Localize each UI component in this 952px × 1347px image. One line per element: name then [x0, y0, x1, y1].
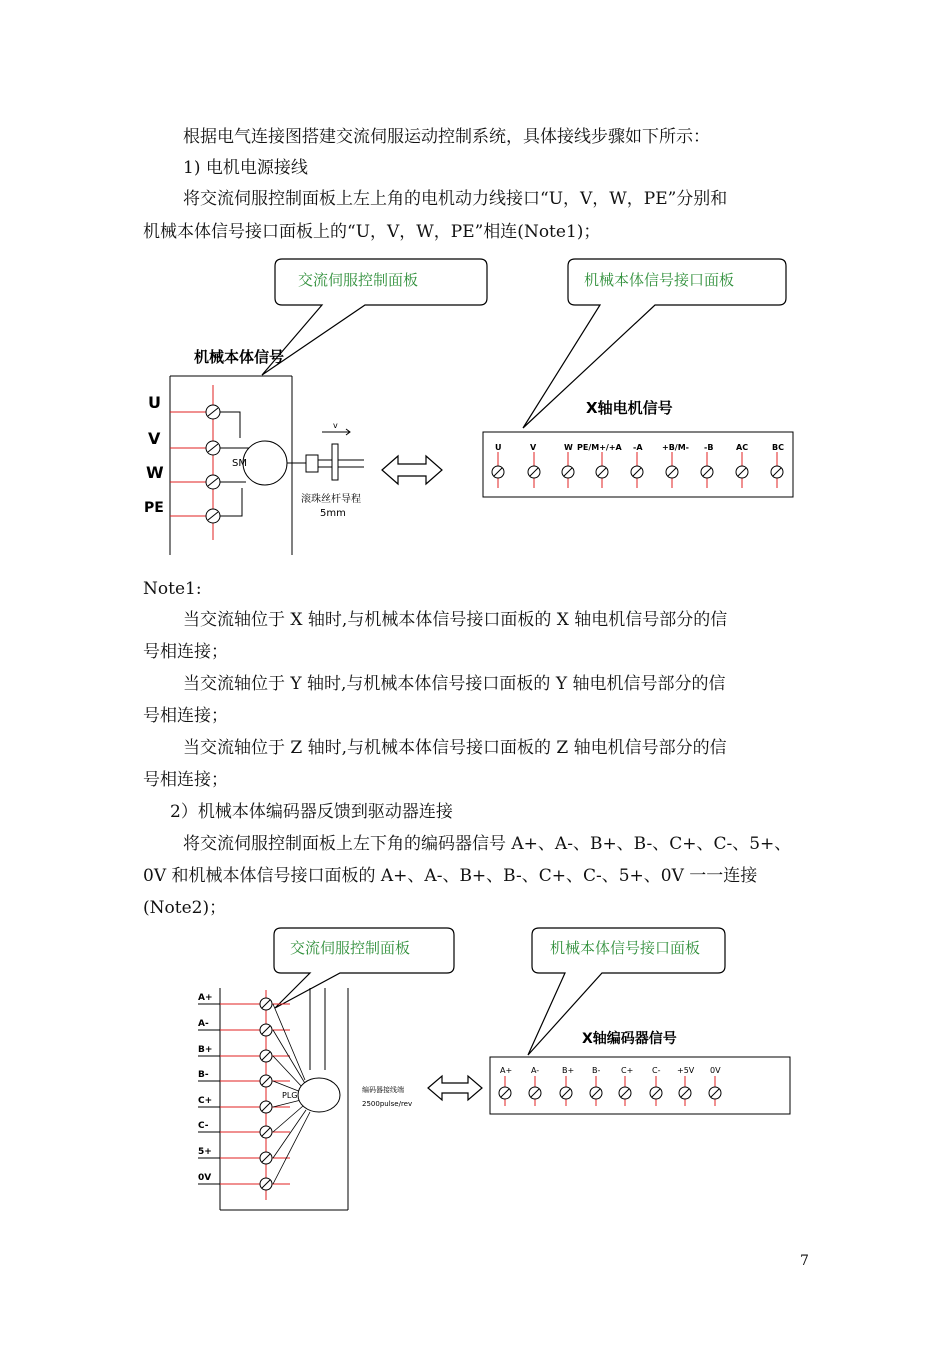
note-x-line1: 当交流轴位于 X 轴时,与机械本体信号接口面板的 X 轴电机信号部分的信 [183, 610, 728, 630]
step2-line3: (Note2)； [143, 898, 227, 918]
terminal-label-u: U [148, 393, 161, 412]
intro-text: 根据电气连接图搭建交流伺服运动控制系统，具体接线步骤如下所示： [183, 127, 710, 147]
encoder-label: PLG [282, 1091, 298, 1100]
diagram2-signal-labels [198, 993, 213, 1183]
signal-a-pos: A+ [198, 993, 213, 1003]
diagram2-panel-title: X轴编码器信号 [582, 1031, 677, 1047]
step2-line2: 0V 和机械本体信号接口面板的 A+、A-、B+、B-、C+、C-、5+、0V 一一连接 [143, 866, 758, 886]
diagram1-callout-right-text: 机械本体信号接口面板 [584, 271, 735, 289]
pin-w: W [564, 443, 573, 452]
signal-0v: 0V [198, 1173, 212, 1183]
enc-pin-5v: +5V [677, 1066, 695, 1075]
enc-pin-c-neg: C- [652, 1066, 661, 1075]
diagram1-double-arrow [382, 456, 442, 484]
step2-line1: 将交流伺服控制面板上左下角的编码器信号 A+、A-、B+、B-、C+、C-、5+、 [183, 834, 792, 854]
signal-a-neg: A- [198, 1019, 209, 1029]
pin-a-neg: -A [633, 443, 643, 452]
step1-line1: 将交流伺服控制面板上左上角的电机动力线接口“U，V，W，PE”分别和 [183, 189, 728, 209]
pin-ac: AC [736, 443, 749, 452]
step2-title: 2）机械本体编码器反馈到驱动器连接 [170, 802, 453, 822]
step1-title: 1) 电机电源接线 [183, 158, 308, 178]
note-y-line1: 当交流轴位于 Y 轴时,与机械本体信号接口面板的 Y 轴电机信号部分的信 [183, 674, 726, 694]
diagram2-callout-right-text: 机械本体信号接口面板 [550, 939, 701, 957]
pin-pe: PE/M+/+A [577, 443, 622, 452]
pin-b-pos: +B/M- [662, 443, 690, 452]
note-z-line1: 当交流轴位于 Z 轴时,与机械本体信号接口面板的 Z 轴电机信号部分的信 [183, 738, 727, 758]
screw-pitch: 5mm [320, 508, 346, 519]
signal-c-pos: C+ [198, 1096, 213, 1106]
note-y-line2: 号相连接； [143, 706, 228, 726]
diagram2-callout-left [274, 928, 454, 1008]
screw-velocity-label: v [333, 421, 338, 430]
note-x-line2: 号相连接； [143, 642, 228, 662]
terminal-label-pe: PE [144, 500, 164, 516]
encoder-caption: 编码器接线端 [362, 1086, 404, 1094]
diagram1-box-title: 机械本体信号 [194, 348, 285, 366]
enc-pin-a-pos: A+ [500, 1066, 513, 1075]
signal-b-pos: B+ [198, 1045, 213, 1055]
step1-line2: 机械本体信号接口面板上的“U，V，W，PE”相连(Note1)； [143, 222, 601, 242]
enc-pin-b-pos: B+ [562, 1066, 575, 1075]
note1-title: Note1: [143, 579, 202, 599]
diagram1-callout-left [262, 259, 487, 375]
pin-v: V [530, 443, 537, 452]
screw-caption: 滚珠丝杆导程 [301, 494, 361, 505]
enc-pin-c-pos: C+ [621, 1066, 634, 1075]
diagram1-terminal-labels [144, 393, 164, 516]
encoder-spec: 2500pulse/rev [362, 1100, 413, 1108]
pin-bc: BC [772, 443, 784, 452]
encoder-circle [298, 1078, 340, 1112]
diagram1-panel-title: X轴电机信号 [586, 399, 673, 417]
note-z-line2: 号相连接； [143, 770, 228, 790]
enc-pin-b-neg: B- [592, 1066, 601, 1075]
enc-pin-0v: 0V [710, 1066, 721, 1075]
page-number: 7 [800, 1253, 809, 1269]
diagram1-panel [483, 432, 793, 497]
terminal-label-w: W [146, 463, 164, 482]
signal-b-neg: B- [198, 1070, 209, 1080]
motor-label: SM [232, 458, 247, 469]
diagram2-double-arrow [428, 1076, 482, 1100]
pin-b-neg: -B [704, 443, 714, 452]
signal-c-neg: C- [198, 1121, 209, 1131]
signal-5v: 5+ [198, 1147, 212, 1157]
diagram2-callout-left-text: 交流伺服控制面板 [290, 939, 411, 957]
enc-pin-a-neg: A- [531, 1066, 540, 1075]
pin-u: U [495, 443, 502, 452]
diagram1-callout-left-text: 交流伺服控制面板 [298, 271, 419, 289]
terminal-label-v: V [148, 429, 161, 448]
